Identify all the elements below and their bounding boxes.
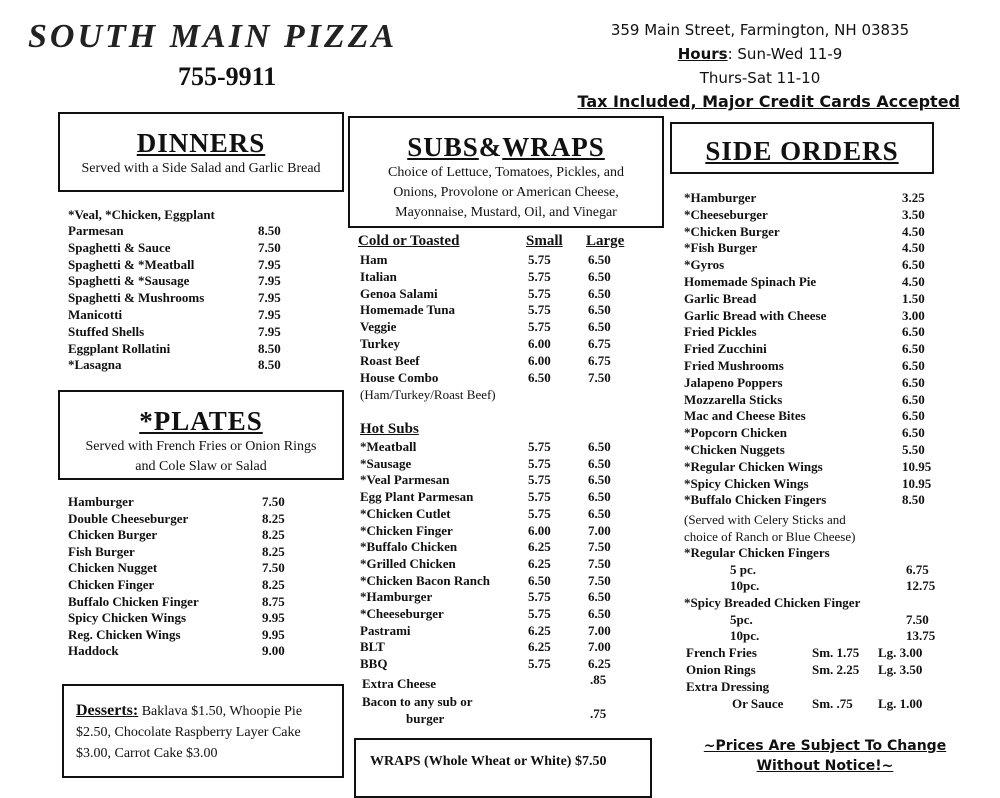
regular-fingers-10pc-price: 12.75 — [906, 578, 936, 593]
plates-header-box — [58, 390, 344, 480]
hours-label: Hours — [677, 45, 728, 63]
dinner-item-price: 8.50 — [258, 357, 281, 373]
plate-item-name: Double Cheeseburger — [68, 510, 189, 526]
hot-sub-name: *Chicken Finger — [360, 522, 453, 538]
cold-sub-name: House Combo — [360, 369, 439, 385]
cold-sub-name: Veggie — [360, 319, 397, 335]
side-item-price: 6.50 — [902, 374, 925, 390]
hot-sub-name: *Hamburger — [360, 589, 433, 605]
plates-subtitle-2: and Cole Slaw or Salad — [135, 459, 267, 474]
cold-sub-small: 6.50 — [528, 369, 551, 385]
hot-sub-small: 5.75 — [528, 606, 551, 621]
cold-sub-name: Turkey — [360, 336, 400, 351]
hot-sub-large: 6.50 — [588, 472, 611, 488]
hot-sub-small: 6.00 — [528, 522, 551, 538]
hot-sub-name: *Cheeseburger — [360, 606, 444, 621]
subs-subtitle-3: Mayonnaise, Mustard, Oil, and Vinegar — [395, 205, 617, 220]
hours-line-1 — [560, 42, 960, 66]
side-item-price: 4.50 — [902, 223, 925, 239]
dinner-item-name: Stuffed Shells — [68, 323, 145, 339]
phone-number: 755-9911 — [178, 62, 277, 91]
extra-dressing: Extra Dressing — [686, 679, 770, 694]
hot-sub-name: Egg Plant Parmesan — [360, 489, 474, 505]
dinner-item-name: Spaghetti & *Sausage — [68, 273, 190, 289]
side-item-price: 6.50 — [902, 358, 925, 373]
side-item-price: 3.25 — [902, 190, 925, 205]
side-item-price: 6.50 — [902, 391, 925, 407]
french-fries-large: Lg. 3.00 — [878, 645, 923, 660]
side-item-price: 5.50 — [902, 442, 925, 457]
hot-sub-small: 6.25 — [528, 539, 551, 555]
plate-item-price: 9.95 — [262, 610, 285, 626]
side-item-price: 6.50 — [902, 341, 925, 357]
wraps-box — [354, 738, 652, 798]
dinners-header-box — [58, 112, 344, 192]
hot-sub-large: 6.25 — [588, 656, 611, 672]
side-item-price: 4.50 — [902, 240, 925, 256]
hours-1: : Sun-Wed 11-9 — [727, 45, 843, 63]
subs-title-amp: & — [478, 132, 503, 162]
cold-sub-small: 5.75 — [528, 252, 551, 267]
side-item-name: *Cheeseburger — [684, 206, 768, 222]
side-item-name: *Popcorn Chicken — [684, 425, 787, 441]
hot-sub-large: 7.00 — [588, 622, 611, 638]
hot-sub-name: *Meatball — [360, 439, 417, 454]
dinner-item-price: 7.50 — [258, 239, 281, 255]
plates-subtitle-1: Served with French Fries or Onion Rings — [85, 439, 317, 454]
dinner-item-name: *Lasagna — [68, 357, 122, 373]
side-item-name: Fried Zucchini — [684, 341, 767, 357]
side-item-price: 6.50 — [902, 324, 925, 340]
cold-sub-small: 5.75 — [528, 302, 551, 318]
cold-sub-large: 7.50 — [588, 369, 611, 385]
tax-note: Tax Included, Major Credit Cards Accepted — [577, 92, 960, 111]
spicy-fingers-10pc: 10pc. — [730, 628, 760, 643]
side-item-price: 6.50 — [902, 408, 925, 424]
plate-item-name: Chicken Burger — [68, 527, 158, 543]
hot-sub-large: 6.50 — [588, 589, 611, 605]
side-item-name: *Gyros — [684, 257, 725, 273]
buffalo-note-1: (Served with Celery Sticks and — [684, 512, 846, 527]
dinner-item-price: 7.95 — [258, 290, 281, 306]
bacon-line-2: burger — [406, 711, 445, 726]
onion-rings-large: Lg. 3.50 — [878, 662, 923, 677]
address: 359 Main Street, Farmington, NH 03835 — [610, 21, 910, 39]
hot-sub-large: 7.00 — [588, 639, 611, 655]
wraps-line: WRAPS (Whole Wheat or White) $7.50 — [370, 754, 607, 769]
cold-sub-large: 6.50 — [588, 252, 611, 267]
side-item-price: 10.95 — [902, 458, 932, 474]
side-item-name: Mac and Cheese Bites — [684, 408, 806, 424]
onion-rings: Onion Rings — [686, 662, 756, 677]
extra-cheese: Extra Cheese — [362, 676, 437, 691]
large-column-heading: Large — [586, 233, 625, 249]
plate-item-name: Chicken Finger — [68, 577, 155, 592]
regular-fingers-5pc: 5 pc. — [730, 562, 756, 577]
hot-sub-name: *Chicken Bacon Ranch — [360, 572, 491, 588]
side-item-price: 1.50 — [902, 290, 925, 306]
dinner-item-price: 8.50 — [258, 223, 281, 238]
side-item-name: *Spicy Chicken Wings — [684, 475, 809, 491]
dressing-large: Lg. 1.00 — [878, 696, 923, 711]
dinner-item-price: 7.95 — [258, 256, 281, 272]
plate-item-price: 8.25 — [262, 543, 285, 559]
cold-sub-small: 5.75 — [528, 319, 551, 335]
cold-sub-small: 6.00 — [528, 336, 551, 351]
cold-sub-large: 6.50 — [588, 302, 611, 318]
bacon-price: .75 — [590, 706, 607, 721]
dinner-item-name: Eggplant Rollatini — [68, 340, 171, 356]
hot-sub-small: 6.25 — [528, 555, 551, 571]
hot-sub-name: Pastrami — [360, 622, 411, 638]
dinners-subtitle: Served with a Side Salad and Garlic Bread — [81, 161, 321, 176]
hot-sub-small: 6.25 — [528, 639, 551, 655]
desserts-title: Desserts: — [76, 702, 139, 719]
hot-sub-large: 7.00 — [588, 522, 611, 538]
hot-sub-small: 6.50 — [528, 572, 551, 588]
hot-sub-large: 6.50 — [588, 439, 611, 454]
subs-header-box — [348, 116, 664, 228]
cold-sub-large: 6.50 — [588, 285, 611, 301]
plate-item-price: 7.50 — [262, 494, 285, 509]
plate-item-price: 8.25 — [262, 527, 285, 543]
spicy-fingers-5pc-price: 7.50 — [906, 612, 929, 627]
side-item-name: *Fish Burger — [684, 240, 758, 256]
cold-sub-name: Roast Beef — [360, 352, 420, 368]
subs-subtitle-1: Choice of Lettuce, Tomatoes, Pickles, and — [388, 165, 624, 180]
side-item-price: 6.50 — [902, 257, 925, 273]
plate-item-name: Fish Burger — [68, 543, 135, 559]
dinner-item-name: Parmesan — [68, 223, 124, 238]
hot-sub-small: 5.75 — [528, 505, 551, 521]
cold-sub-large: 6.50 — [588, 268, 611, 284]
hot-sub-large: 6.50 — [588, 489, 611, 505]
dinner-item-price: 8.50 — [258, 340, 281, 356]
hot-sub-large: 7.50 — [588, 555, 611, 571]
plate-item-price: 7.50 — [262, 560, 285, 576]
combo-note: (Ham/Turkey/Roast Beef) — [360, 387, 496, 402]
cold-subs-heading: Cold or Toasted — [358, 233, 460, 249]
french-fries-small: Sm. 1.75 — [812, 645, 860, 660]
hot-sub-name: *Grilled Chicken — [360, 555, 456, 571]
regular-fingers-10pc: 10pc. — [730, 578, 760, 593]
dinner-item-price: 7.95 — [258, 273, 281, 289]
dressing-small: Sm. .75 — [812, 696, 853, 711]
french-fries: French Fries — [686, 645, 757, 660]
side-item-price: 10.95 — [902, 475, 932, 491]
dinner-item-name: Spaghetti & *Meatball — [68, 256, 195, 272]
hot-sub-large: 7.50 — [588, 539, 611, 555]
hot-sub-small: 5.75 — [528, 455, 551, 471]
hot-sub-name: BBQ — [360, 656, 388, 672]
hot-sub-large: 6.50 — [588, 455, 611, 471]
side-item-name: Fried Mushrooms — [684, 358, 784, 373]
bacon-line-1: Bacon to any sub or — [362, 694, 473, 709]
plate-item-name: Chicken Nugget — [68, 560, 158, 576]
hot-sub-name: *Veal Parmesan — [360, 472, 450, 488]
plates-title: *PLATES — [139, 406, 263, 436]
spicy-fingers-10pc-price: 13.75 — [906, 628, 936, 643]
cold-sub-name: Italian — [360, 268, 397, 284]
hot-sub-small: 5.75 — [528, 439, 551, 454]
cold-sub-large: 6.50 — [588, 319, 611, 335]
plate-item-price: 9.95 — [262, 626, 285, 642]
side-item-name: Homemade Spinach Pie — [684, 274, 817, 289]
extra-cheese-price: .85 — [590, 672, 607, 687]
side-item-price: 6.50 — [902, 425, 925, 441]
side-item-name: *Chicken Burger — [684, 223, 780, 239]
buffalo-note-2: choice of Ranch or Blue Cheese) — [684, 529, 856, 544]
side-item-name: *Buffalo Chicken Fingers — [684, 492, 827, 508]
side-item-price: 4.50 — [902, 274, 925, 289]
plate-item-price: 8.75 — [262, 593, 285, 609]
side-item-price: 3.00 — [902, 307, 925, 323]
regular-fingers: *Regular Chicken Fingers — [684, 545, 830, 560]
hot-sub-name: BLT — [360, 639, 385, 655]
cold-sub-small: 5.75 — [528, 268, 551, 284]
side-item-name: Garlic Bread — [684, 290, 757, 306]
spicy-fingers-5pc: 5pc. — [730, 612, 753, 627]
small-column-heading: Small — [526, 233, 563, 249]
plate-item-price: 8.25 — [262, 510, 285, 526]
hot-sub-small: 5.75 — [528, 589, 551, 605]
cold-sub-name: Ham — [360, 252, 388, 267]
hot-sub-name: *Buffalo Chicken — [360, 539, 458, 555]
cold-sub-large: 6.75 — [588, 336, 611, 351]
spicy-fingers: *Spicy Breaded Chicken Finger — [684, 595, 861, 610]
subs-subtitle-2: Onions, Provolone or American Cheese, — [393, 185, 619, 200]
or-sauce: Or Sauce — [732, 696, 784, 711]
plate-item-name: Buffalo Chicken Finger — [68, 593, 199, 609]
cold-sub-small: 5.75 — [528, 285, 551, 301]
regular-fingers-5pc-price: 6.75 — [906, 562, 929, 577]
hours-line-2: Thurs-Sat 11-10 — [699, 69, 821, 87]
subs-title — [350, 132, 662, 163]
header-info — [560, 18, 960, 114]
hot-subs-heading: Hot Subs — [360, 421, 419, 437]
restaurant-logo: SOUTH MAIN PIZZA — [28, 18, 398, 55]
dinner-item-price: 7.95 — [258, 307, 281, 322]
cold-sub-name: Genoa Salami — [360, 285, 438, 301]
cold-sub-small: 6.00 — [528, 352, 551, 368]
hot-sub-small: 5.75 — [528, 656, 551, 672]
dinner-item-price: 7.95 — [258, 323, 281, 339]
side-item-name: Fried Pickles — [684, 324, 757, 340]
side-item-name: Jalapeno Poppers — [684, 374, 783, 390]
plate-item-name: Hamburger — [68, 494, 134, 509]
plate-item-name: Spicy Chicken Wings — [68, 610, 187, 626]
dinners-intro: *Veal, *Chicken, Eggplant — [68, 207, 215, 222]
plate-item-price: 9.00 — [262, 643, 285, 659]
footer-line-2: Without Notice!~ — [756, 758, 894, 774]
hot-sub-small: 5.75 — [528, 472, 551, 488]
dinner-item-name: Manicotti — [68, 307, 123, 322]
side-item-price: 8.50 — [902, 492, 925, 508]
onion-rings-small: Sm. 2.25 — [812, 662, 860, 677]
price-change-notice — [680, 736, 970, 776]
dinners-title: DINNERS — [136, 128, 266, 158]
plate-item-price: 8.25 — [262, 577, 285, 592]
footer-line-1: ~Prices Are Subject To Change — [703, 738, 947, 754]
hot-sub-small: 5.75 — [528, 489, 551, 505]
dinner-item-name: Spaghetti & Mushrooms — [68, 290, 205, 306]
desserts-text: Baklava $1.50, Whoopie Pie $2.50, Chocolate Raspberry Layer Cake $3.00, Carrot Cake $3.00 — [76, 704, 303, 761]
sides-title: SIDE ORDERS — [705, 136, 899, 166]
side-item-name: Mozzarella Sticks — [684, 391, 783, 407]
hot-sub-small: 6.25 — [528, 622, 551, 638]
subs-title-1: SUBS — [407, 132, 479, 162]
plate-item-name: Reg. Chicken Wings — [68, 626, 181, 642]
hot-sub-large: 6.50 — [588, 606, 611, 621]
side-item-name: *Hamburger — [684, 190, 757, 205]
side-item-name: *Chicken Nuggets — [684, 442, 785, 457]
subs-title-2: WRAPS — [502, 132, 605, 162]
side-item-name: Garlic Bread with Cheese — [684, 307, 827, 323]
hot-sub-name: *Sausage — [360, 455, 412, 471]
plate-item-name: Haddock — [68, 643, 119, 659]
cold-sub-large: 6.75 — [588, 352, 611, 368]
hot-sub-large: 7.50 — [588, 572, 611, 588]
dinner-item-name: Spaghetti & Sauce — [68, 239, 171, 255]
sides-header-box — [670, 122, 934, 174]
cold-sub-name: Homemade Tuna — [360, 302, 455, 318]
hot-sub-name: *Chicken Cutlet — [360, 505, 451, 521]
side-item-price: 3.50 — [902, 206, 925, 222]
hot-sub-large: 6.50 — [588, 505, 611, 521]
side-item-name: *Regular Chicken Wings — [684, 458, 823, 474]
desserts-box — [62, 684, 344, 778]
